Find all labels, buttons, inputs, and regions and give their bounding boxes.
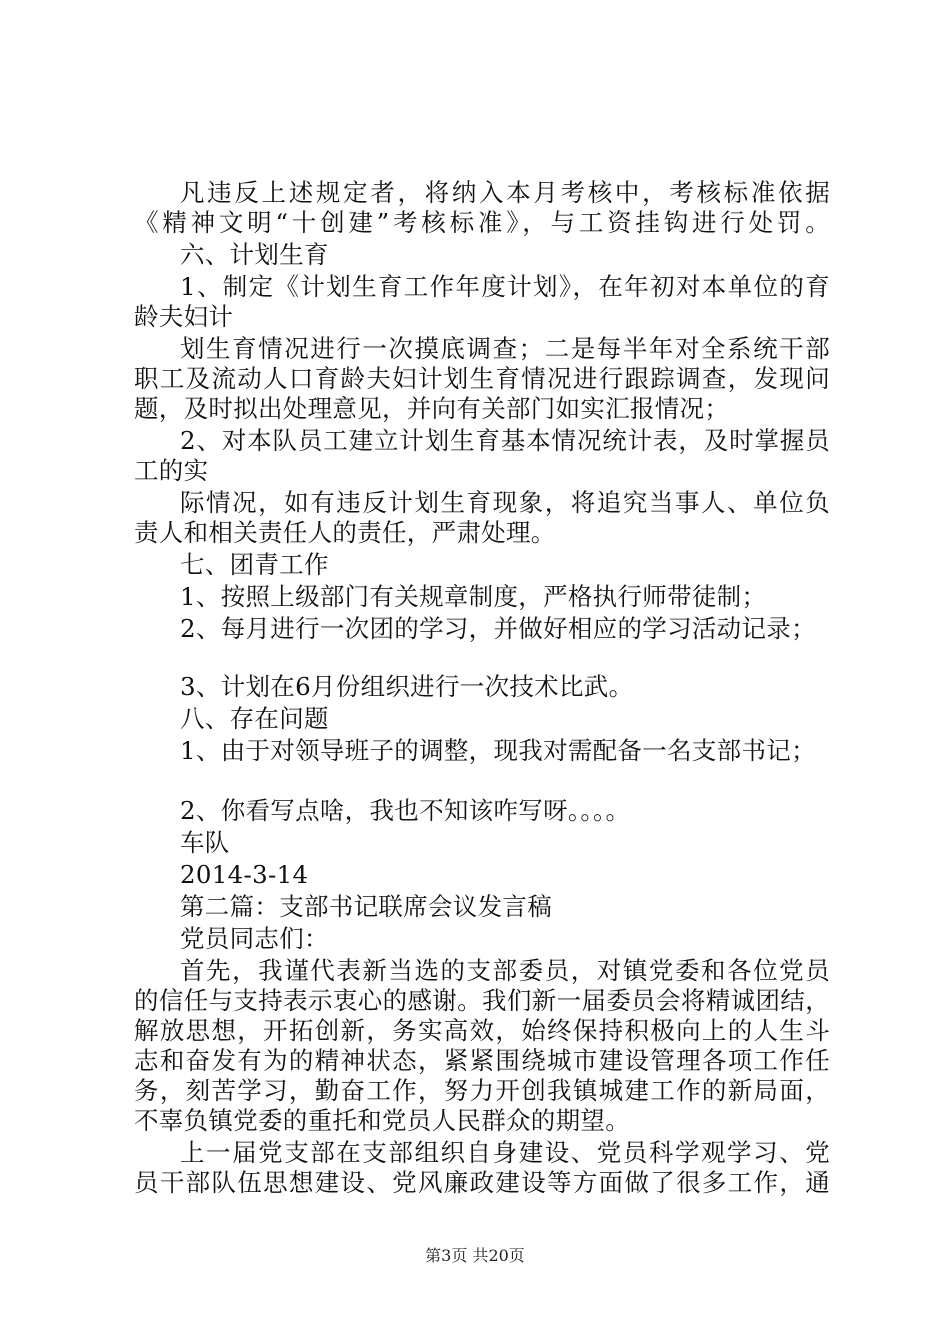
paragraph-line: 1、由于对领导班子的调整，现我对需配备一名支部书记； — [180, 736, 816, 765]
signature-unit: 车队 — [180, 828, 230, 857]
paragraph-line: 上一届党支部在支部组织自身建设、党员科学观学习、党 — [180, 1138, 830, 1167]
paragraph-line: 工的实 — [134, 456, 209, 485]
paragraph-line: 解放思想，开拓创新，务实高效，始终保持积极向上的人生斗 — [134, 1016, 830, 1045]
section-title: 第二篇：支部书记联席会议发言稿 — [180, 892, 552, 921]
section-heading: 七、团青工作 — [180, 550, 329, 579]
section-heading: 六、计划生育 — [180, 240, 329, 269]
paragraph-line: 务，刻苦学习，勤奋工作，努力开创我镇城建工作的新局面， — [134, 1076, 830, 1105]
salutation: 党员同志们： — [180, 924, 329, 953]
page-footer: 第3页 共20页 — [425, 1246, 525, 1265]
paragraph-line: 志和奋发有为的精神状态，紧紧围绕城市建设管理各项工作任 — [134, 1046, 830, 1075]
paragraph-line: 2、你看写点啥，我也不知该咋写呀。。。。 — [180, 796, 631, 825]
paragraph-line: 《精神文明“十创建”考核标准》，与工资挂钩进行处罚。 — [134, 208, 830, 237]
paragraph-line: 1、制定《计划生育工作年度计划》，在年初对本单位的育 — [180, 272, 830, 301]
paragraph-line: 责人和相关责任人的责任，严肃处理。 — [134, 518, 556, 547]
signature-date: 2014-3-14 — [180, 860, 309, 889]
paragraph-line: 职工及流动人口育龄夫妇计划生育情况进行跟踪调查，发现问 — [134, 364, 830, 393]
paragraph-line: 员干部队伍思想建设、党风廉政建设等方面做了很多工作，通 — [134, 1168, 830, 1197]
paragraph-line: 凡违反上述规定者，将纳入本月考核中，考核标准依据 — [180, 178, 830, 207]
paragraph-line: 1、按照上级部门有关规章制度，严格执行师带徒制； — [180, 582, 767, 611]
paragraph-line: 首先，我谨代表新当选的支部委员，对镇党委和各位党员 — [180, 956, 830, 985]
paragraph-line: 的信任与支持表示衷心的感谢。我们新一届委员会将精诚团结， — [134, 986, 830, 1015]
section-heading: 八、存在问题 — [180, 704, 329, 733]
paragraph-line: 龄夫妇计 — [134, 302, 234, 331]
paragraph-line: 3、计划在6月份组织进行一次技术比武。 — [180, 672, 634, 701]
paragraph-line: 2、每月进行一次团的学习，并做好相应的学习活动记录； — [180, 614, 816, 643]
paragraph-line: 划生育情况进行一次摸底调查；二是每半年对全系统干部 — [180, 334, 830, 363]
paragraph-line: 际情况，如有违反计划生育现象，将追究当事人、单位负 — [180, 488, 830, 517]
paragraph-line: 2、对本队员工建立计划生育基本情况统计表，及时掌握员 — [180, 426, 830, 455]
paragraph-line: 题，及时拟出处理意见，并向有关部门如实汇报情况； — [134, 394, 730, 423]
paragraph-line: 不辜负镇党委的重托和党员人民群众的期望。 — [134, 1106, 630, 1135]
